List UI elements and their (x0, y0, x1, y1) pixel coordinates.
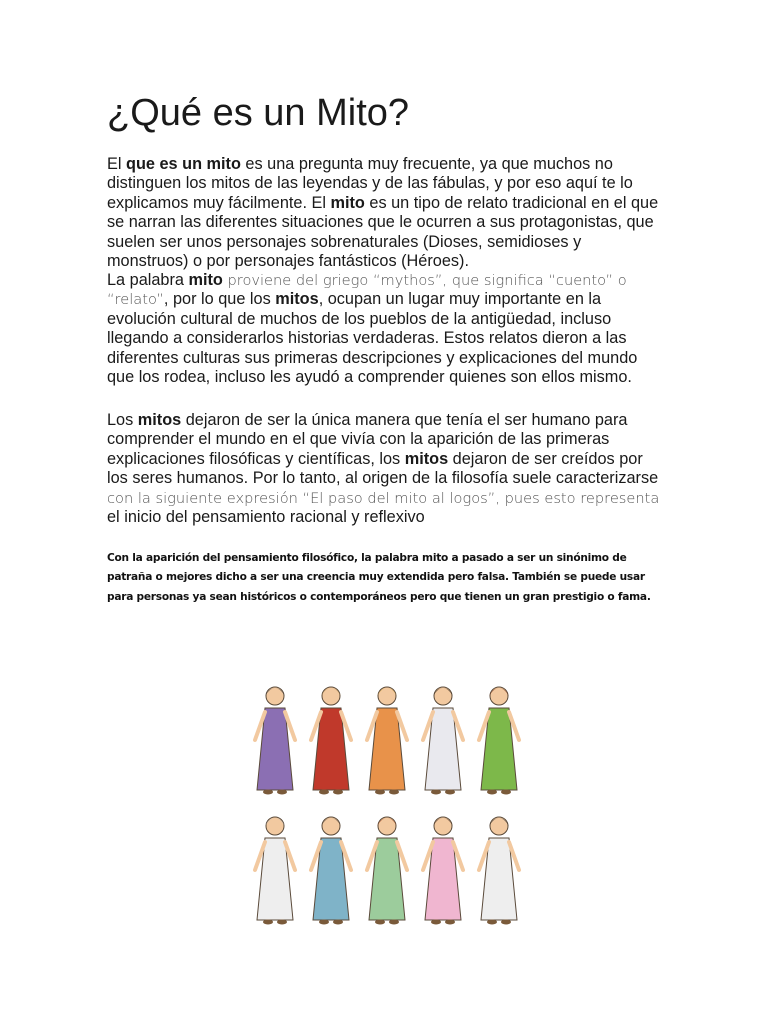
note-paragraph: Con la aparición del pensamiento filosófico, la palabra mito a pasado a ser un sinónimo de patraña o mejores dicho a ser una creencia muy extendida pero falsa. También se puede usar para personas ya sean históricos o contemporáneos pero que tienen un gran prestigio o fama. (107, 552, 651, 603)
text: La palabra (107, 271, 189, 289)
keyword: mitos (137, 411, 182, 429)
quoted-text: con la siguiente expresión “El paso del mito al logos”, pues esto representa (107, 489, 660, 507)
paragraph-philosophy (107, 411, 667, 527)
figure-athena (479, 817, 519, 925)
text: Los (107, 411, 138, 429)
greek-gods-illustration (245, 670, 535, 935)
figure-ares (311, 687, 351, 795)
keyword: mitos (275, 290, 319, 309)
text: dejaron de ser la única manera que tenía el ser humano para comprender el mundo en el que vivía con la aparición de las primeras explicaciones filosóficas y científicas, los (107, 411, 628, 468)
text: es una pregunta muy frecuente, ya que muchos no distinguen los mitos de las leyendas y de las fábulas, y por eso aquí te lo explicamos muy fácilmente. El (107, 155, 633, 212)
text: , ocupan un lugar muy importante en la evolución cultural de muchos de los pueblos de la antigüedad, incluso llegando a considerarlos historias verdaderas. Estos relatos dieron a las diferentes culturas sus primeras descripciones y explicaciones del mundo que los rodea, incluso les ayudó a comprender quienes son ellos mismo. (107, 290, 638, 387)
figure-artemis (423, 687, 463, 795)
text: El (107, 155, 127, 173)
text: es un tipo de relato tradicional en el que se narran las diferentes situaciones que le ocurren a sus protagonistas, que suelen ser unos personajes sobrenaturales (Dioses, semidioses y monstruos) o por personajes fantásticos (Héroes). (107, 193, 659, 271)
figure-hera (367, 817, 407, 925)
gods-svg (245, 670, 535, 935)
page-title: ¿Qué es un Mito? (107, 92, 410, 134)
figure-hades (255, 687, 295, 795)
paragraph-etymology (107, 271, 667, 387)
figure-apollo (367, 687, 407, 795)
keyword: mitos (404, 449, 449, 468)
text: el inicio del pensamiento racional y reflexivo (107, 508, 425, 527)
keyword: mito (188, 271, 223, 289)
figure-aphrodite (423, 817, 463, 925)
figure-zeus (255, 817, 295, 925)
paragraph-definition (107, 155, 667, 271)
text: dejaron de ser creídos por los seres humanos. Por lo tanto, al origen de la filosofía suele caracterizarse (107, 449, 659, 488)
keyword: que es un mito (126, 155, 241, 173)
figure-poseidon (311, 817, 351, 925)
figure-demeter (479, 687, 519, 795)
text: , por lo que los (163, 290, 276, 309)
keyword: mito (330, 193, 365, 212)
quoted-text: proviene del griego “mythos”, que significa “cuento” o “relato” (107, 272, 627, 309)
